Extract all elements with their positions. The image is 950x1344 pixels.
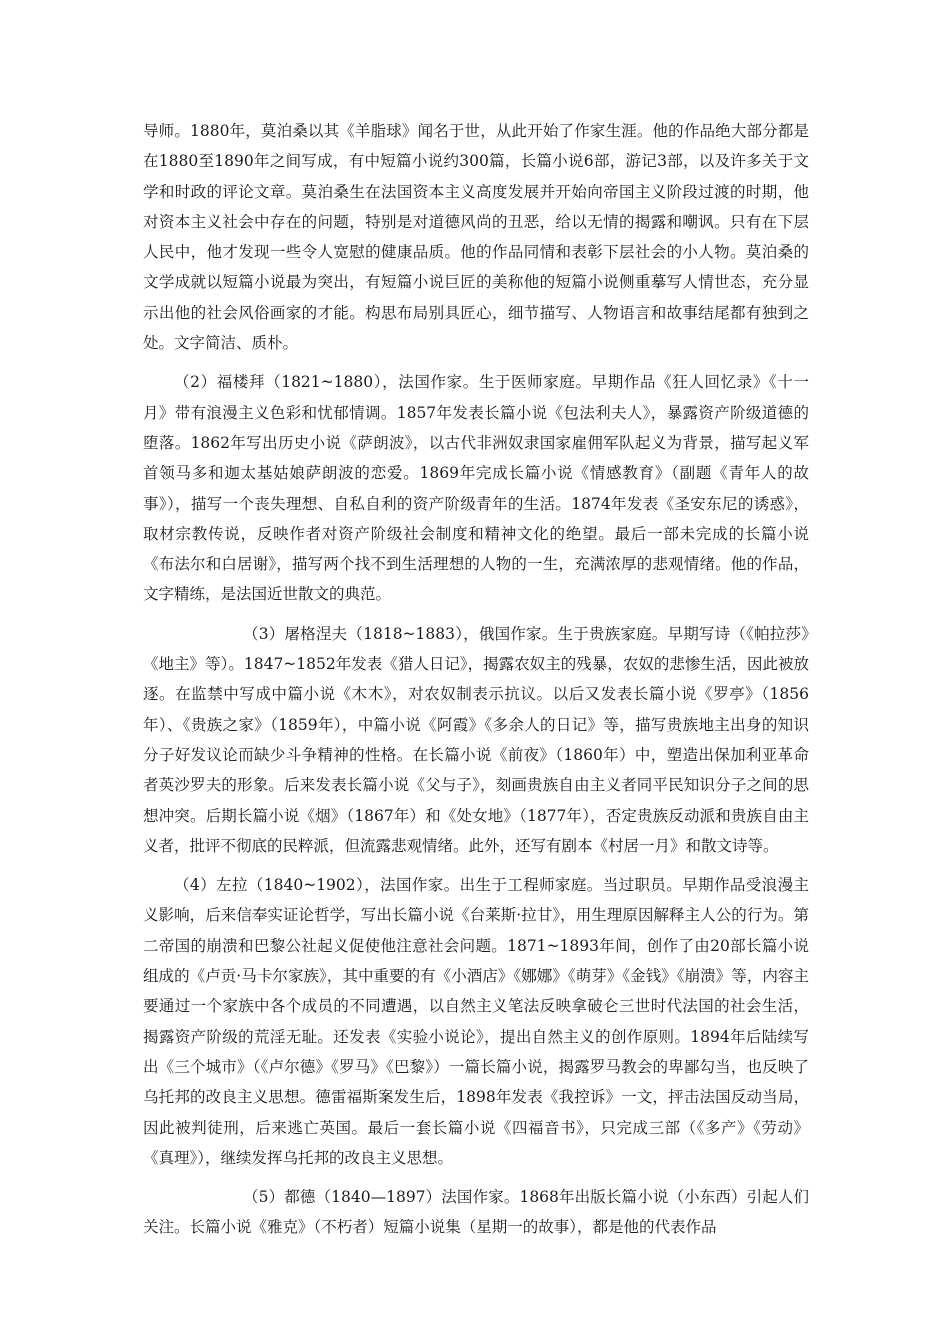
paragraph-turgenev: （3）屠格涅夫（1818~1883），俄国作家。生于贵族家庭。早期写诗（《帕拉莎》《地主》等）。1847~1852年发表《猎人日记》，揭露农奴主的残暴，农奴的悲惨生活，因此被放逐。在监禁中写成中篇小说《木木》，对农奴制表示抗议。以后又发表长篇小说《罗亭》（1856年）、《贵族之家》（1859年），中篇小说《阿霞》《多余人的日记》等，描写贵族地主出身的知识分子好发议论而缺少斗争精神的性格。在长篇小说《前夜》（1860年）中，塑造出保加利亚革命者英沙罗夫的形象。后来发表长篇小说《父与子》，刻画贵族自由主义者同平民知识分子之间的思想冲突。后期长篇小说《烟》（1867年）和《处女地》（1877年），否定贵族反动派和贵族自由主义者，批评不彻底的民粹派，但流露悲观情绪。此外，还写有剧本《村居一月》和散文诗等。 xyxy=(143,624,809,855)
document-body xyxy=(143,116,809,1243)
paragraph-maupassant-continued: 导师。1880年，莫泊桑以其《羊脂球》闻名于世，从此开始了作家生涯。他的作品绝大部分都是在1880至1890年之间写成，有中短篇小说约300篇，长篇小说6部，游记3部，以及许多关于文学和时政的评论文章。莫泊桑生在法国资本主义高度发展并开始向帝国主义阶段过渡的时期，他对资本主义社会中存在的问题，特别是对道德风尚的丑恶，给以无情的揭露和嘲讽。只有在下层人民中，他才发现一些令人宽慰的健康品质。他的作品同情和表彰下层社会的小人物。莫泊桑的文学成就以短篇小说最为突出，有短篇小说巨匠的美称他的短篇小说侧重摹写人情世态，充分显示出他的社会风俗画家的才能。构思布局别具匠心，细节描写、人物语言和故事结尾都有独到之处。文字简洁、质朴。 xyxy=(143,122,809,353)
paragraph-zola: （4）左拉（1840~1902），法国作家。出生于工程师家庭。当过职员。早期作品受浪漫主义影响，后来信奉实证论哲学，写出长篇小说《台莱斯·拉甘》，用生理原因解释主人公的行为。第二帝国的崩溃和巴黎公社起义促使他注意社会问题。1871~1893年间，创作了由20部长篇小说组成的《卢贡·马卡尔家族》，其中重要的有《小酒店》《娜娜》《萌芽》《金钱》《崩溃》等，内容主要通过一个家族中各个成员的不同遭遇，以自然主义笔法反映拿破仑三世时代法国的社会生活，揭露资产阶级的荒淫无耻。还发表《实验小说论》，提出自然主义的创作原则。1894年后陆续写出《三个城市》（《卢尔德》《罗马》《巴黎》）一篇长篇小说，揭露罗马教会的卑鄙勾当，也反映了乌托邦的改良主义思想。德雷福斯案发生后，1898年发表《我控诉》一文，抨击法国反动当局，因此被判徒刑，后来逃亡英国。最后一套长篇小说《四福音书》，只完成三部（《多产》《劳动》《真理》），继续发挥乌托邦的改良主义思想。 xyxy=(143,876,809,1167)
paragraph-daudet: （5）都德（1840—1897）法国作家。1868年出版长篇小说（小东西）引起人们关注。长篇小说《雅克》（不朽者）短篇小说集（星期一的故事），都是他的代表作品 xyxy=(143,1188,809,1237)
paragraph-flaubert: （2）福楼拜（1821~1880），法国作家。生于医师家庭。早期作品《狂人回忆录》《十一月》带有浪漫主义色彩和忧郁情调。1857年发表长篇小说《包法利夫人》，暴露资产阶级道德的堕落。1862年写出历史小说《萨朗波》，以古代非洲奴隶国家雇佣军队起义为背景，描写起义军首领马多和迦太基姑娘萨朗波的恋爱。1869年完成长篇小说《情感教育》（副题《青年人的故事》），描写一个丧失理想、自私自利的资产阶级青年的生活。1874年发表《圣安东尼的诱惑》，取材宗教传说，反映作者对资产阶级社会制度和精神文化的绝望。最后一部未完成的长篇小说《布法尔和白居谢》，描写两个找不到生活理想的人物的一生，充满浓厚的悲观情绪。他的作品，文字精练，是法国近世散文的典范。 xyxy=(143,373,809,604)
